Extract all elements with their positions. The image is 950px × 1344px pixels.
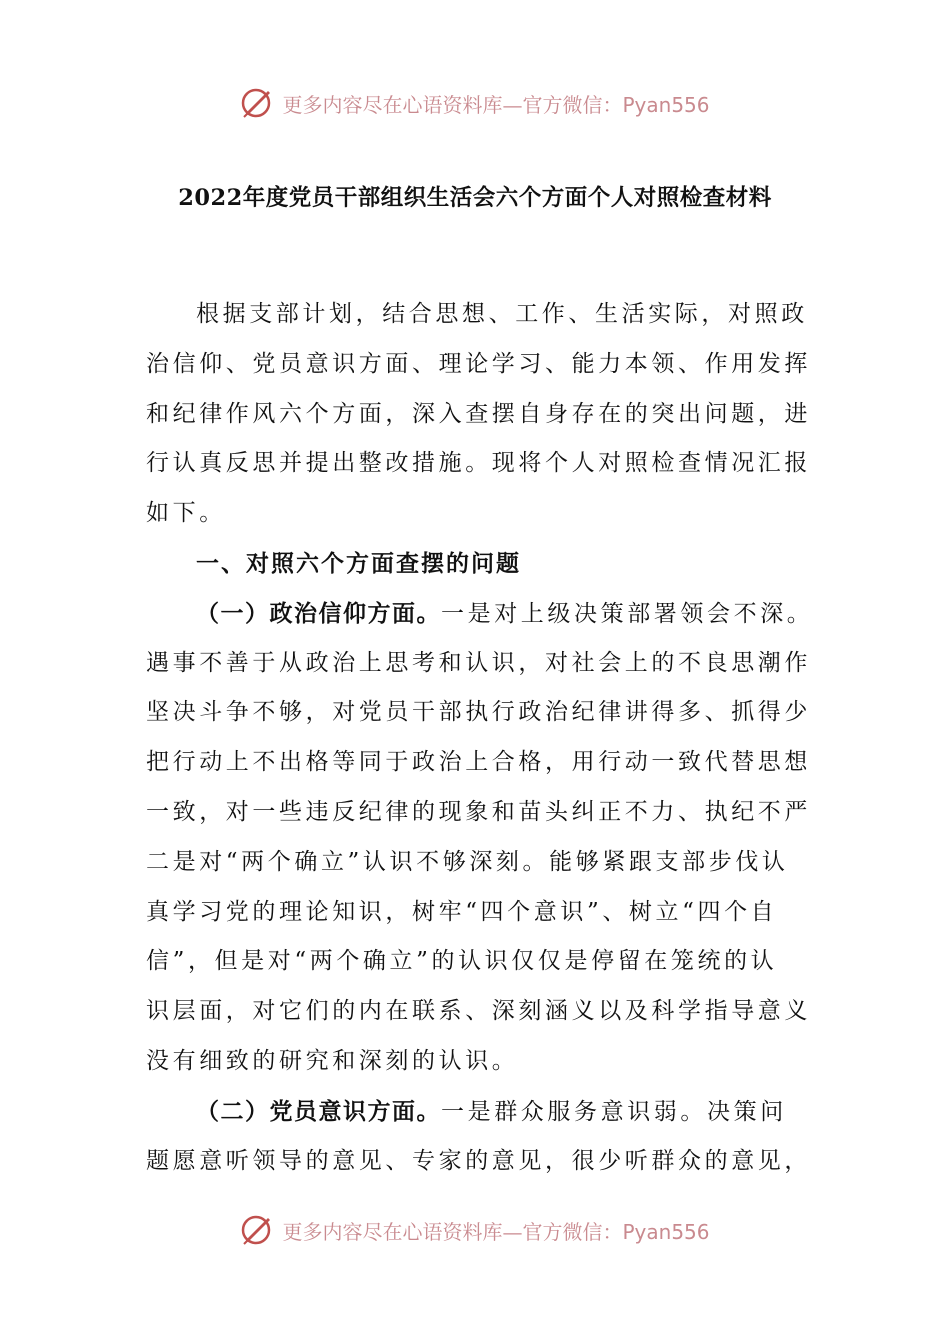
paragraph-line: 没有细致的研究和深刻的认识。	[146, 1047, 519, 1074]
paragraph-line: 把行动上不出格等同于政治上合格，用行动一致代替思想	[146, 749, 811, 776]
paragraph-line: 坚决斗争不够，对党员干部执行政治纪律讲得多、抓得少	[146, 699, 811, 726]
paragraph-line: 识层面，对它们的内在联系、深刻涵义以及科学指导意义	[146, 998, 811, 1025]
header-banner	[0, 83, 950, 123]
subsection-text: 一是对上级决策部署领会不深。	[441, 600, 814, 627]
subsection-title: （一）政治信仰方面。	[196, 599, 441, 627]
paragraph-line	[146, 1087, 826, 1137]
paragraph-line: 遇事不善于从政治上思考和认识，对社会上的不良思潮作	[146, 649, 811, 676]
footer-banner	[0, 1210, 950, 1250]
paragraph-line: 和纪律作风六个方面，深入查摆自身存在的突出问题，进	[146, 400, 811, 427]
paragraph-line: 治信仰、党员意识方面、理论学习、能力本领、作用发挥	[146, 350, 811, 377]
subsection-text: 一是群众服务意识弱。决策问	[441, 1098, 787, 1125]
document-body	[146, 290, 826, 1186]
pen-logo-icon	[240, 1213, 274, 1247]
subsection-title: （二）党员意识方面。	[196, 1097, 441, 1125]
paragraph-line: 真学习党的理论知识，树牢“四个意识”、树立“四个自	[146, 898, 778, 925]
banner-text: 更多内容尽在心语资料库—官方微信：Pyan556	[282, 92, 710, 117]
banner-text: 更多内容尽在心语资料库—官方微信：Pyan556	[282, 1219, 710, 1244]
paragraph-line: 如下。	[146, 500, 226, 527]
paragraph-line	[146, 589, 826, 639]
section-heading: 一、对照六个方面查摆的问题	[196, 549, 521, 577]
paragraph-line: 根据支部计划，结合思想、工作、生活实际，对照政	[196, 301, 808, 327]
paragraph-line: 题愿意听领导的意见、专家的意见，很少听群众的意见，	[146, 1147, 811, 1174]
pen-logo-icon	[240, 86, 274, 120]
document-title: 2022年度党员干部组织生活会六个方面个人对照检查材料	[178, 185, 772, 211]
banner-account: Pyan556	[622, 92, 710, 117]
paragraph-line: 一致，对一些违反纪律的现象和苗头纠正不力、执纪不严	[146, 798, 811, 825]
paragraph-line: 信”，但是对“两个确立”的认识仅仅是停留在笼统的认	[146, 948, 778, 975]
banner-account: Pyan556	[622, 1219, 710, 1244]
paragraph-line: 行认真反思并提出整改措施。现将个人对照检查情况汇报	[146, 450, 811, 477]
paragraph-line: 二是对“两个确立”认识不够深刻。能够紧跟支部步伐认	[146, 848, 789, 875]
